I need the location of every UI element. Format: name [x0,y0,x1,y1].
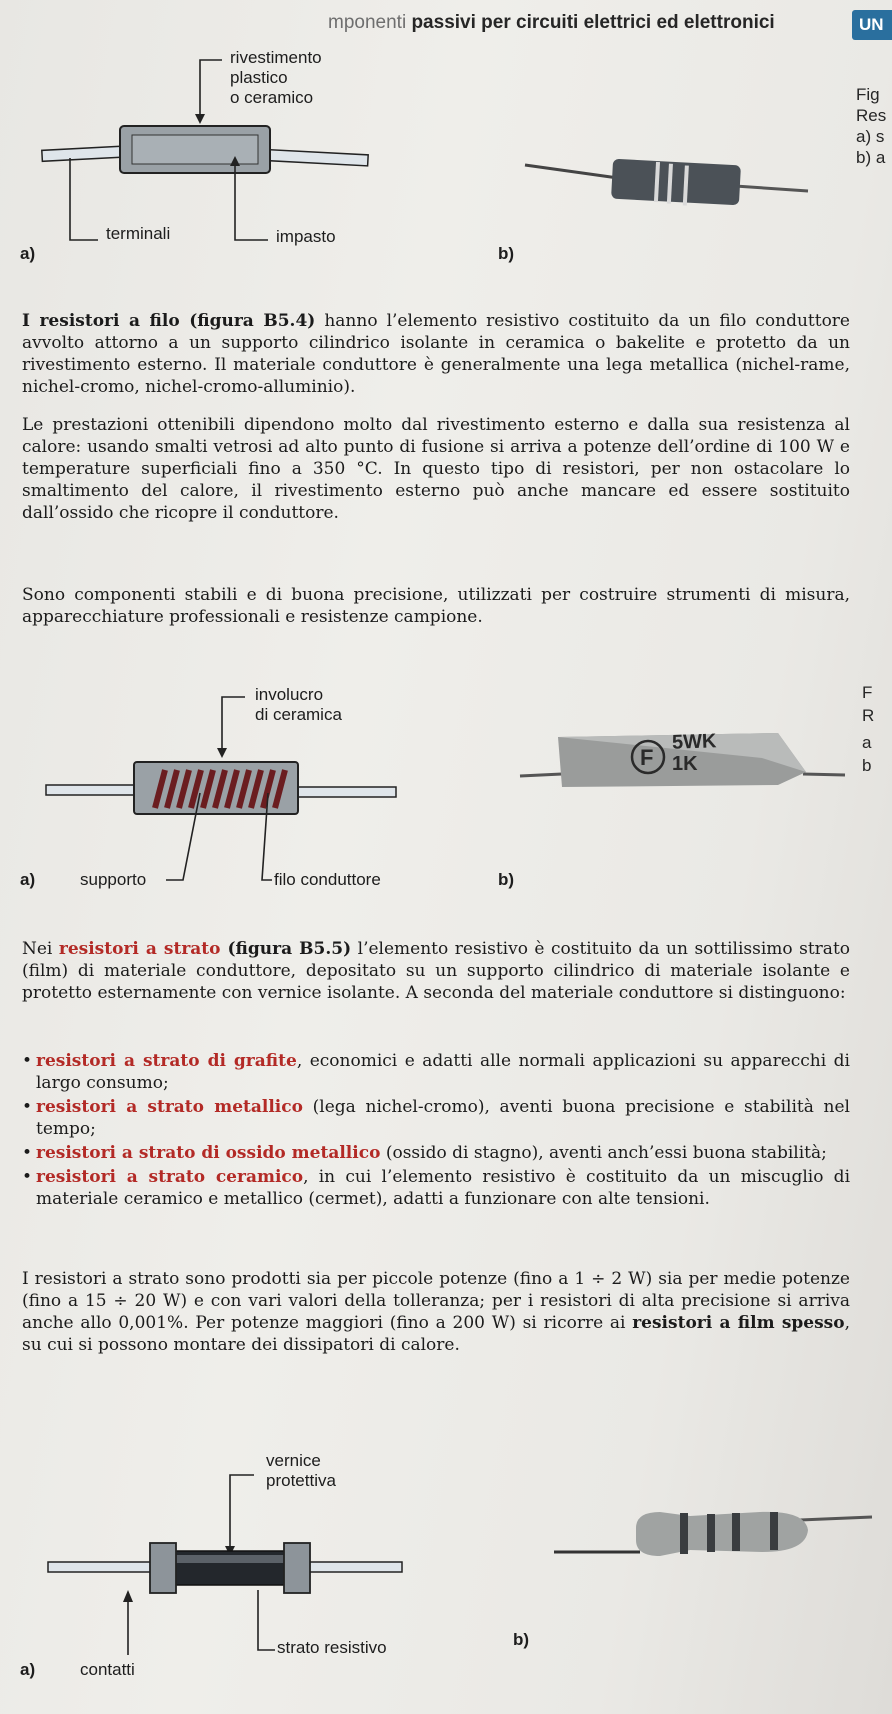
label-involucro: involucro [255,685,324,704]
fig-b56-panel-b: b) [513,1630,530,1649]
list-item: • resistori a strato ceramico, in cui l’elemento resistivo è costituito da un miscuglio di materiale ceramico e metallico (cermet), adatti a funzionare con alte tensioni. [22,1166,850,1210]
fig-b54-caption-line: b) a [856,148,886,167]
fig-b55-caption-line: F [862,683,873,702]
fig-b54-caption-line: Fig [856,85,880,104]
fig-b55-marking-value: 1K [672,753,698,775]
label-di-ceramica: di ceramica [255,705,342,724]
label-o-ceramico: o ceramico [230,88,314,107]
fig-b54-caption-line: Res [856,106,887,125]
page-header-title: mponenti passivi per circuiti elettrici ed elettronici [328,12,775,33]
paragraph-wire-performance: Le prestazioni ottenibili dipendono molto dal rivestimento esterno e dalla sua resistenza al calore: usando smalti vetrosi ad alto punto di fusione si arriva a potenze dell’ordine di 100 W e temperature superficiali fino a 350 °C. In questo tipo di resistori, per non ostacolare lo smaltimento del calore, il rivestimento esterno può anche mancare ed essere sostituito dall’ossido che ricopre il conduttore. [22,415,850,523]
label-plastico: plastico [230,68,288,87]
fig-b54-panel-b: b) [498,244,515,263]
fig-b55-caption-line: b [862,756,872,775]
label-impasto: impasto [276,227,336,246]
fig-b55-panel-b: b) [498,870,515,889]
paragraph-film-resistors: Nei resistori a strato (figura B5.5) l’elemento resistivo è costituito da un sottilissimo strato (film) di materiale conduttore, depositato su un supporto cilindrico di materiale isolante e protetto esternamente con vernice isolante. A seconda del materiale conduttore si distinguono: [22,939,851,1003]
list-item: • resistori a strato metallico (lega nichel-cromo), aventi buona precisione e stabilità nel tempo; [22,1096,850,1140]
list-item: • resistori a strato di ossido metallico (ossido di stagno), aventi anch’essi buona stabilità; [22,1142,850,1164]
fig-b55-caption-line: R [862,706,875,725]
fig-b55-marking-power: 5WK [671,730,717,754]
fig-b55-caption-line: a [862,733,872,752]
paragraph-wire-resistors: I resistori a filo (figura B5.4) hanno l’elemento resistivo costituito da un filo conduttore avvolto attorno a un supporto cilindrico isolante in ceramica o bakelite e protetto da un rivestimento esterno. Il materiale conduttore è generalmente una lega metallica (nichel-rame, nichel-cromo, nichel-cromo-alluminio). [22,311,850,397]
unit-badge: UN [852,10,892,40]
label-supporto: supporto [80,870,147,889]
fig-b55-logo-letter: F [640,745,654,770]
label-terminali: terminali [106,224,171,243]
paragraph-wire-stability: Sono componenti stabili e di buona precisione, utilizzati per costruire strumenti di misura, apparecchiature professionali e resistenze campione. [22,585,850,627]
label-vernice: vernice [266,1451,321,1470]
fig-b54-caption-line: a) s [856,127,885,146]
label-strato-resistivo: strato resistivo [277,1638,387,1657]
fig-b56-panel-a: a) [20,1660,36,1679]
paragraph-film-power: I resistori a strato sono prodotti sia per piccole potenze (fino a 1 ÷ 2 W) sia per medie potenze (fino a 15 ÷ 20 W) e con vari valori della tolleranza; per i resistori di alta precisione si arriva anche allo 0,001%. Per potenze maggiori (fino a 200 W) si ricorre ai resistori a film spesso, su cui si possono montare dei dissipatori di calore. [22,1269,850,1355]
label-protettiva: protettiva [266,1471,336,1490]
label-rivestimento: rivestimento [230,48,322,67]
label-filo-conduttore: filo conduttore [274,870,381,889]
fig-b54-panel-a: a) [20,244,36,263]
label-contatti: contatti [80,1660,135,1679]
fig-b55-panel-a: a) [20,870,36,889]
list-item: • resistori a strato di grafite, economici e adatti alle normali applicazioni su apparecchi di largo consumo; [22,1050,850,1094]
